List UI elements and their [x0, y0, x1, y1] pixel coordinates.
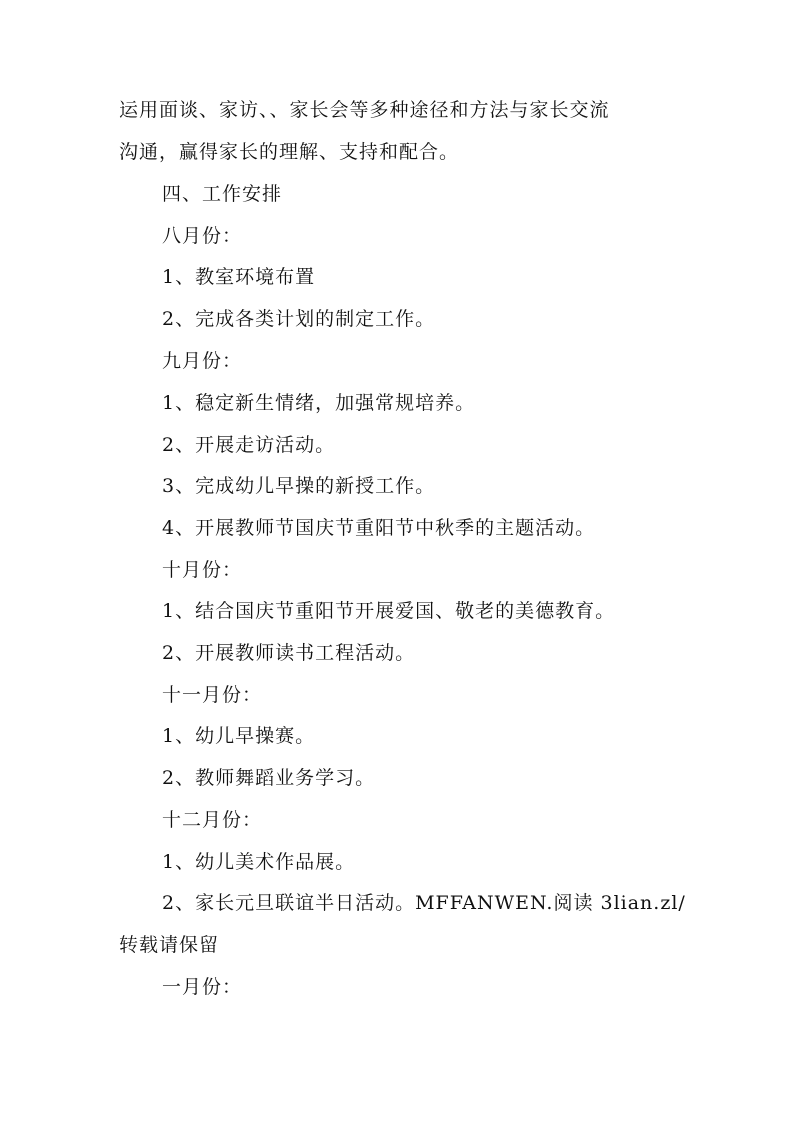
list-item: 2、家长元旦联谊半日活动。MFFANWEN.阅读 3lian.zl/ — [162, 892, 686, 914]
month-heading-september: 九月份： — [162, 350, 243, 372]
list-item: 2、开展教师读书工程活动。 — [162, 642, 416, 664]
paragraph-continuation-line: 转载请保留 — [119, 934, 220, 956]
section-heading: 四、工作安排 — [162, 183, 283, 205]
list-item: 1、幼儿美术作品展。 — [162, 851, 356, 873]
list-item: 2、开展走访活动。 — [162, 434, 336, 456]
month-heading-august: 八月份： — [162, 225, 243, 247]
list-item: 1、稳定新生情绪，加强常规培养。 — [162, 392, 476, 414]
list-item: 4、开展教师节国庆节重阳节中秋季的主题活动。 — [162, 517, 596, 539]
list-item: 2、完成各类计划的制定工作。 — [162, 308, 436, 330]
month-heading-october: 十月份： — [162, 559, 243, 581]
list-item: 1、幼儿早操赛。 — [162, 725, 316, 747]
paragraph-continuation-line: 运用面谈、家访、、家长会等多种途径和方法与家长交流 — [119, 99, 610, 121]
paragraph-continuation-line: 沟通，赢得家长的理解、支持和配合。 — [119, 141, 460, 163]
list-item: 3、完成幼儿早操的新授工作。 — [162, 475, 436, 497]
month-heading-december: 十二月份： — [162, 809, 263, 831]
list-item: 1、结合国庆节重阳节开展爱国、敬老的美德教育。 — [162, 600, 616, 622]
month-heading-january: 一月份： — [162, 976, 243, 998]
list-item: 2、教师舞蹈业务学习。 — [162, 767, 376, 789]
month-heading-november: 十一月份： — [162, 684, 263, 706]
list-item: 1、教室环境布置 — [162, 266, 316, 288]
